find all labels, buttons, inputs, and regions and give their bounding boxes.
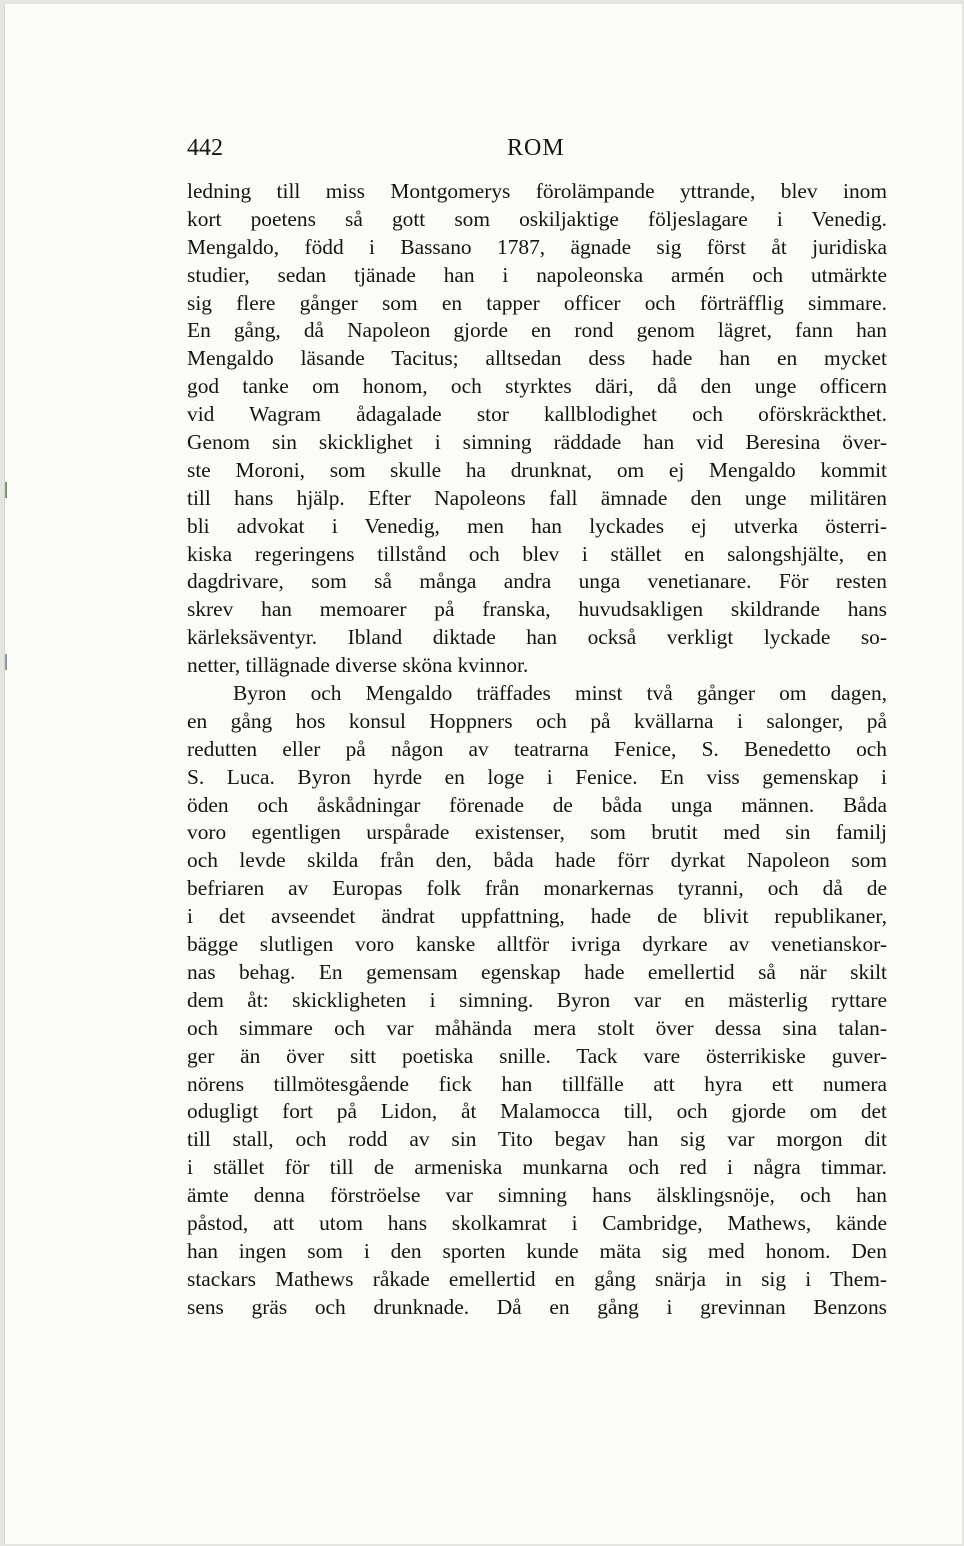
text-line: och simmare och var måhända mera stolt över dessa sina talan- — [187, 1015, 887, 1040]
text-line: god tanke om honom, och styrktes däri, då den unge officern — [187, 374, 887, 399]
text-line: till hans hjälp. Efter Napoleons fall ämnade den unge militären — [187, 485, 887, 510]
text-line: sens gräs och drunknade. Då en gång i grevinnan Benzons — [187, 1294, 887, 1319]
text-line: bägge slutligen voro kanske alltför ivriga dyrkare av venetianskor- — [187, 932, 887, 957]
text-line: en gång hos konsul Hoppners och på kvällarna i salonger, på — [187, 708, 887, 733]
text-line: skrev han memoarer på franska, huvudsakligen skildrande hans — [187, 597, 887, 622]
text-line: dagdrivare, som så många andra unga venetianare. För resten — [187, 569, 887, 594]
text-line: nas behag. En gemensam egenskap hade emellertid så när skilt — [187, 959, 887, 984]
text-line: påstod, att utom hans skolkamrat i Cambridge, Mathews, kände — [187, 1210, 887, 1235]
text-line: bli advokat i Venedig, men han lyckades ej utverka österri- — [187, 513, 887, 538]
text-line: Mengaldo läsande Tacitus; alltsedan dess hade han en mycket — [187, 346, 887, 371]
page-number: 442 — [187, 135, 223, 161]
text-line: odugligt fort på Lidon, åt Malamocca till, och gjorde om det — [187, 1099, 887, 1124]
text-line: redutten eller på någon av teatrarna Fenice, S. Benedetto och — [187, 736, 887, 761]
running-title: ROM — [507, 135, 565, 161]
text-line: kort poetens så gott som oskiljaktige följeslagare i Venedig. — [187, 206, 887, 231]
scan-edge-mark — [5, 654, 7, 670]
text-line: dem åt: skickligheten i simning. Byron var en mästerlig ryttare — [187, 987, 887, 1012]
text-line: i stället för till de armeniska munkarna och red i några timmar. — [187, 1155, 887, 1180]
text-line: S. Luca. Byron hyrde en loge i Fenice. En viss gemenskap i — [187, 764, 887, 789]
text-line: kiska regeringens tillstånd och blev i stället en salongshjälte, en — [187, 541, 887, 566]
text-line: vid Wagram ådagalade stor kallblodighet och oförskräckthet. — [187, 402, 887, 427]
text-line: ger än över sitt poetiska snille. Tack vare österrikiske guver- — [187, 1043, 887, 1068]
text-line: netter, tillägnade diverse sköna kvinnor. — [187, 653, 529, 678]
text-line: befriaren av Europas folk från monarkernas tyranni, och då de — [187, 876, 887, 901]
text-line: ledning till miss Montgomerys förolämpande yttrande, blev inom — [187, 179, 887, 203]
text-line: Byron och Mengaldo träffades minst två gånger om dagen, — [233, 681, 887, 706]
text-line: En gång, då Napoleon gjorde en rond genom lägret, fann han — [187, 318, 887, 343]
text-line: i det avseendet ändrat uppfattning, hade de blivit republikaner, — [187, 904, 887, 929]
text-line: studier, sedan tjänade han i napoleonska armén och utmärkte — [187, 262, 887, 287]
text-line: nörens tillmötesgående fick han tillfälle att hyra ett numera — [187, 1071, 887, 1096]
text-line: voro egentligen urspårade existenser, som brutit med sin familj — [187, 820, 887, 845]
text-line: Mengaldo, född i Bassano 1787, ägnade sig först åt juridiska — [187, 234, 887, 259]
text-line: ste Moroni, som skulle ha drunknat, om ej Mengaldo kommit — [187, 457, 887, 482]
body-text — [187, 178, 887, 1322]
text-line: kärleksäventyr. Ibland diktade han också verkligt lyckade so- — [187, 625, 887, 650]
text-line: ämte denna förströelse var simning hans älsklingsnöje, och han — [187, 1183, 887, 1208]
text-line: Genom sin skicklighet i simning räddade han vid Beresina över- — [187, 430, 887, 455]
page-header — [187, 133, 887, 165]
text-line: sig flere gånger som en tapper officer och förträfflig simmare. — [187, 290, 887, 315]
text-line: stackars Mathews råkade emellertid en gång snärja in sig i Them- — [187, 1266, 887, 1291]
text-line: öden och åskådningar förenade de båda unga männen. Båda — [187, 792, 887, 817]
text-line: till stall, och rodd av sin Tito begav han sig var morgon dit — [187, 1127, 887, 1152]
scan-edge-mark — [5, 482, 7, 498]
text-line: och levde skilda från den, båda hade förr dyrkat Napoleon som — [187, 848, 887, 873]
text-line: han ingen som i den sporten kunde mäta sig med honom. Den — [187, 1238, 887, 1263]
